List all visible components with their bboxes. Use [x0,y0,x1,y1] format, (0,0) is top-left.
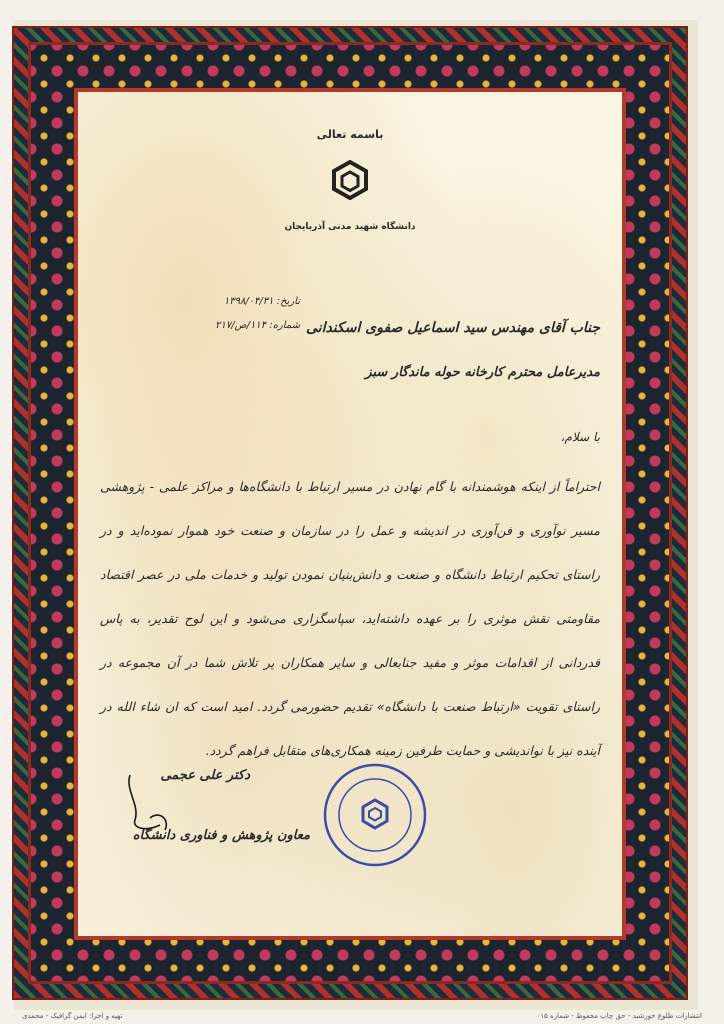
letter-date: تاریخ: ۱۳۹۸/۰۴/۳۱ [223,296,300,307]
letter-number: شماره: ۱۱۴/ص/۲۱۷ [215,320,300,331]
footer-publisher: انتشارات طلوع خورشید - حق چاپ محفوظ - شماره ۰۱۵ [536,1012,702,1020]
letter-body: احتراماً از اینکه هوشمندانه با گام نهادن در مسیر ارتباط با دانشگاه‌ها و مراکز علمی - پژوهشی مسیر نوآوری و فن‌آوری در اندیشه و عمل را در سازمان و صنعت خود هموار نموده‌اید و در راستای تحکیم ارتباط دانشگاه و صنعت و دانش‌بنیان نمودن تولید و خدمات ملی در عصر اقتصاد مقاومتی نقش موثری را بر عهده داشته‌اید، سپاسگزاری می‌شود و این لوح تقدیر، به پاس قدردانی از اقدامات موثر و مفید جنابعالی و سایر همکاران پر تلاش شما در آن مجموعه در راستای تقویت «ارتباط صنعت با دانشگاه» تقدیم حضورمی گردد. امید است که ان شاء الله در آینده نیز با نواندیشی و حمایت طرفین زمینه همکاری‌های متقابل فراهم گردد. [100,479,600,758]
basmala-heading: باسمه تعالی [316,128,384,141]
university-logo-icon [330,160,370,200]
handwritten-signature-icon [120,770,180,840]
footer-credit: تهیه و اجرا: ایمن گرافیک - محمدی [22,1012,123,1020]
letter-meta [100,290,300,338]
recipient-addressee: جناب آقای مهندس سید اسماعیل صفوی اسکندانی [306,320,600,336]
letter-content [90,110,610,940]
recipient-role: مدیرعامل محترم کارخانه حوله ماندگار سبز [365,365,600,380]
signatory-title: معاون پژوهش و فناوری دانشگاه [132,828,310,843]
signatory-name: دکتر علی عجمی [160,768,250,783]
official-stamp-icon [320,760,430,870]
letter-salutation: با سلام، [560,430,600,444]
university-name: دانشگاه شهید مدنی آذربایجان [284,222,416,232]
